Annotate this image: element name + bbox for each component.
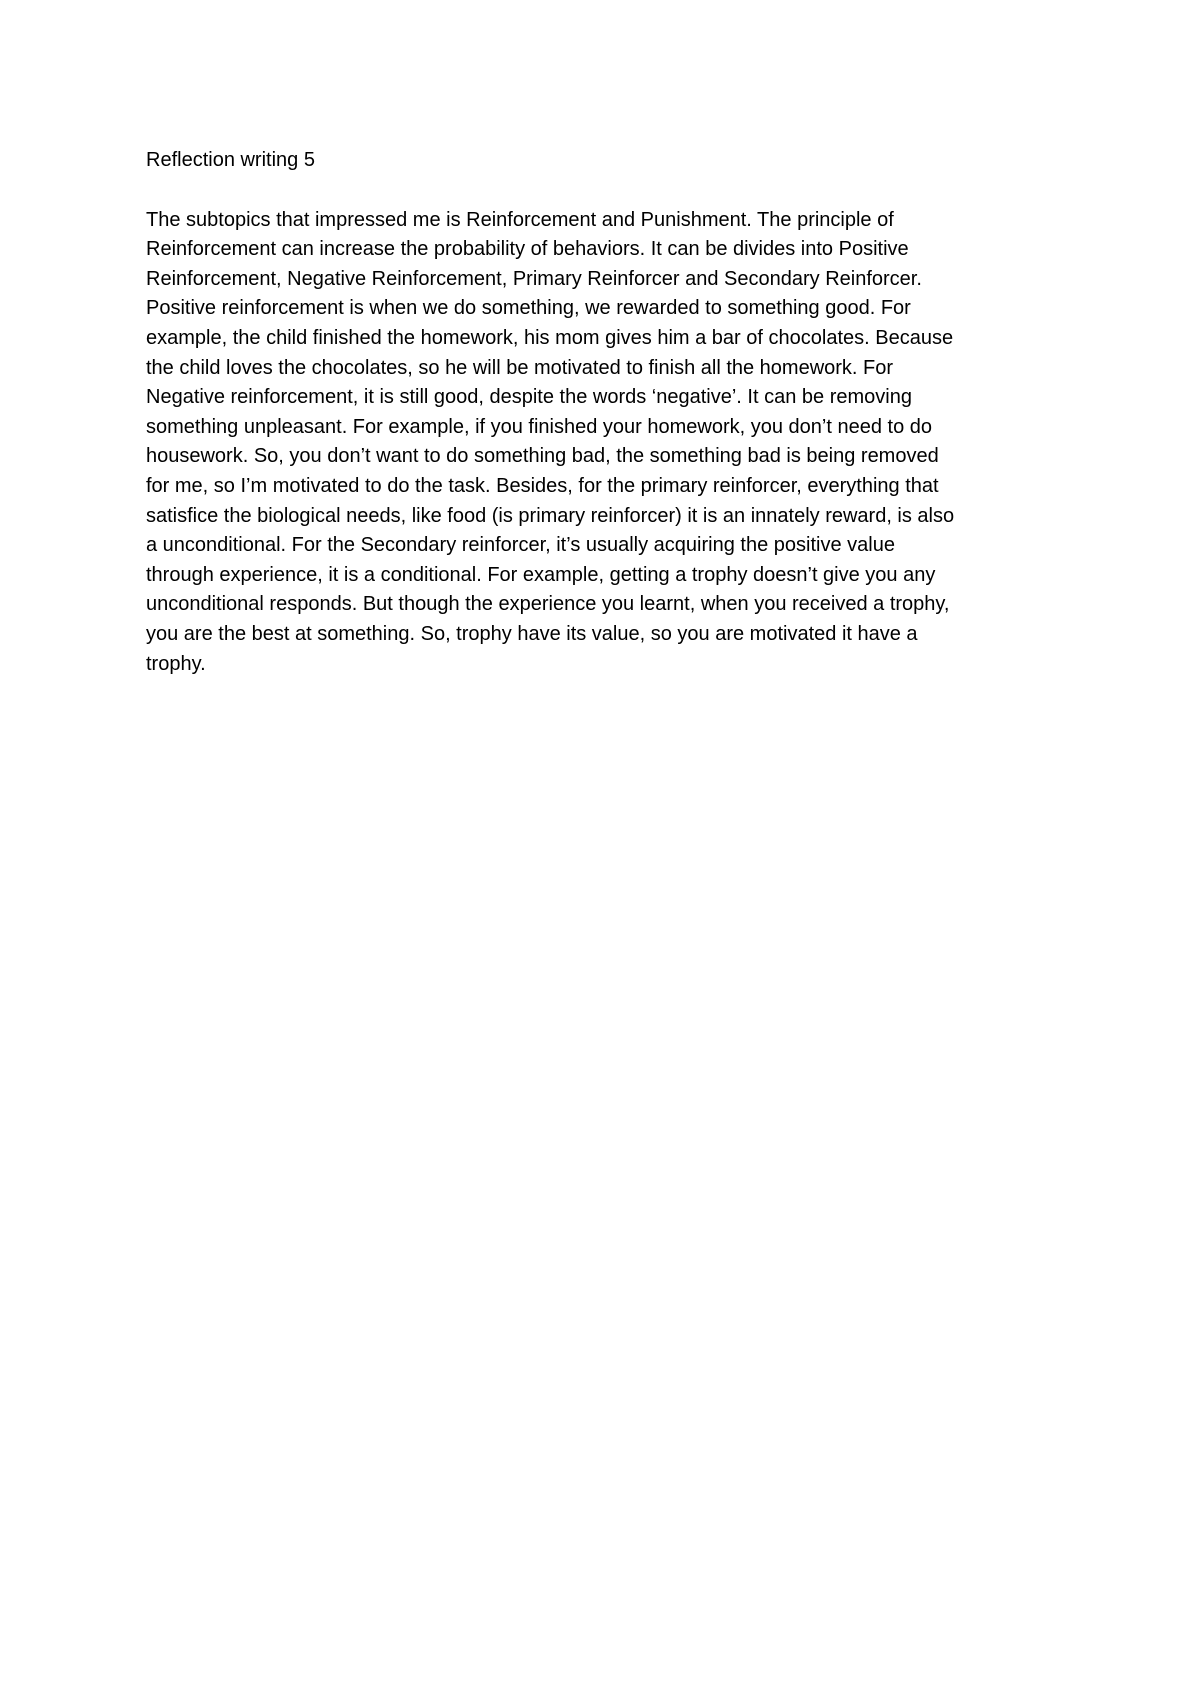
body-line: the child loves the chocolates, so he will be motivated to finish all the homework. For: [146, 356, 894, 379]
body-line: a unconditional. For the Secondary reinforcer, it’s usually acquiring the positive value: [146, 534, 895, 557]
body-line: The subtopics that impressed me is Reinforcement and Punishment. The principle of: [146, 208, 894, 231]
body-line: you are the best at something. So, trophy have its value, so you are motivated it have a: [146, 622, 918, 645]
document-body: [146, 206, 1066, 680]
body-line: Positive reinforcement is when we do something, we rewarded to something good. For: [146, 297, 911, 320]
body-line: example, the child finished the homework, his mom gives him a bar of chocolates. Because: [146, 326, 954, 349]
body-line: housework. So, you don’t want to do something bad, the something bad is being removed: [146, 445, 939, 468]
body-line: something unpleasant. For example, if you finished your homework, you don’t need to do: [146, 415, 933, 438]
body-line: Reinforcement can increase the probability of behaviors. It can be divides into Positive: [146, 238, 909, 261]
body-line: satisfice the biological needs, like food (is primary reinforcer) it is an innately reward, is also: [146, 504, 955, 527]
body-line: for me, so I’m motivated to do the task. Besides, for the primary reinforcer, everything that: [146, 474, 939, 497]
body-line: through experience, it is a conditional. For example, getting a trophy doesn’t give you any: [146, 563, 936, 586]
body-line: trophy.: [146, 652, 206, 675]
document-content: [146, 146, 1066, 679]
document-title: Reflection writing 5: [146, 149, 315, 171]
body-line: Negative reinforcement, it is still good, despite the words ‘negative’. It can be removing: [146, 386, 912, 409]
body-line: unconditional responds. But though the experience you learnt, when you received a trophy,: [146, 593, 950, 616]
body-line: Reinforcement, Negative Reinforcement, Primary Reinforcer and Secondary Reinforcer.: [146, 267, 922, 290]
